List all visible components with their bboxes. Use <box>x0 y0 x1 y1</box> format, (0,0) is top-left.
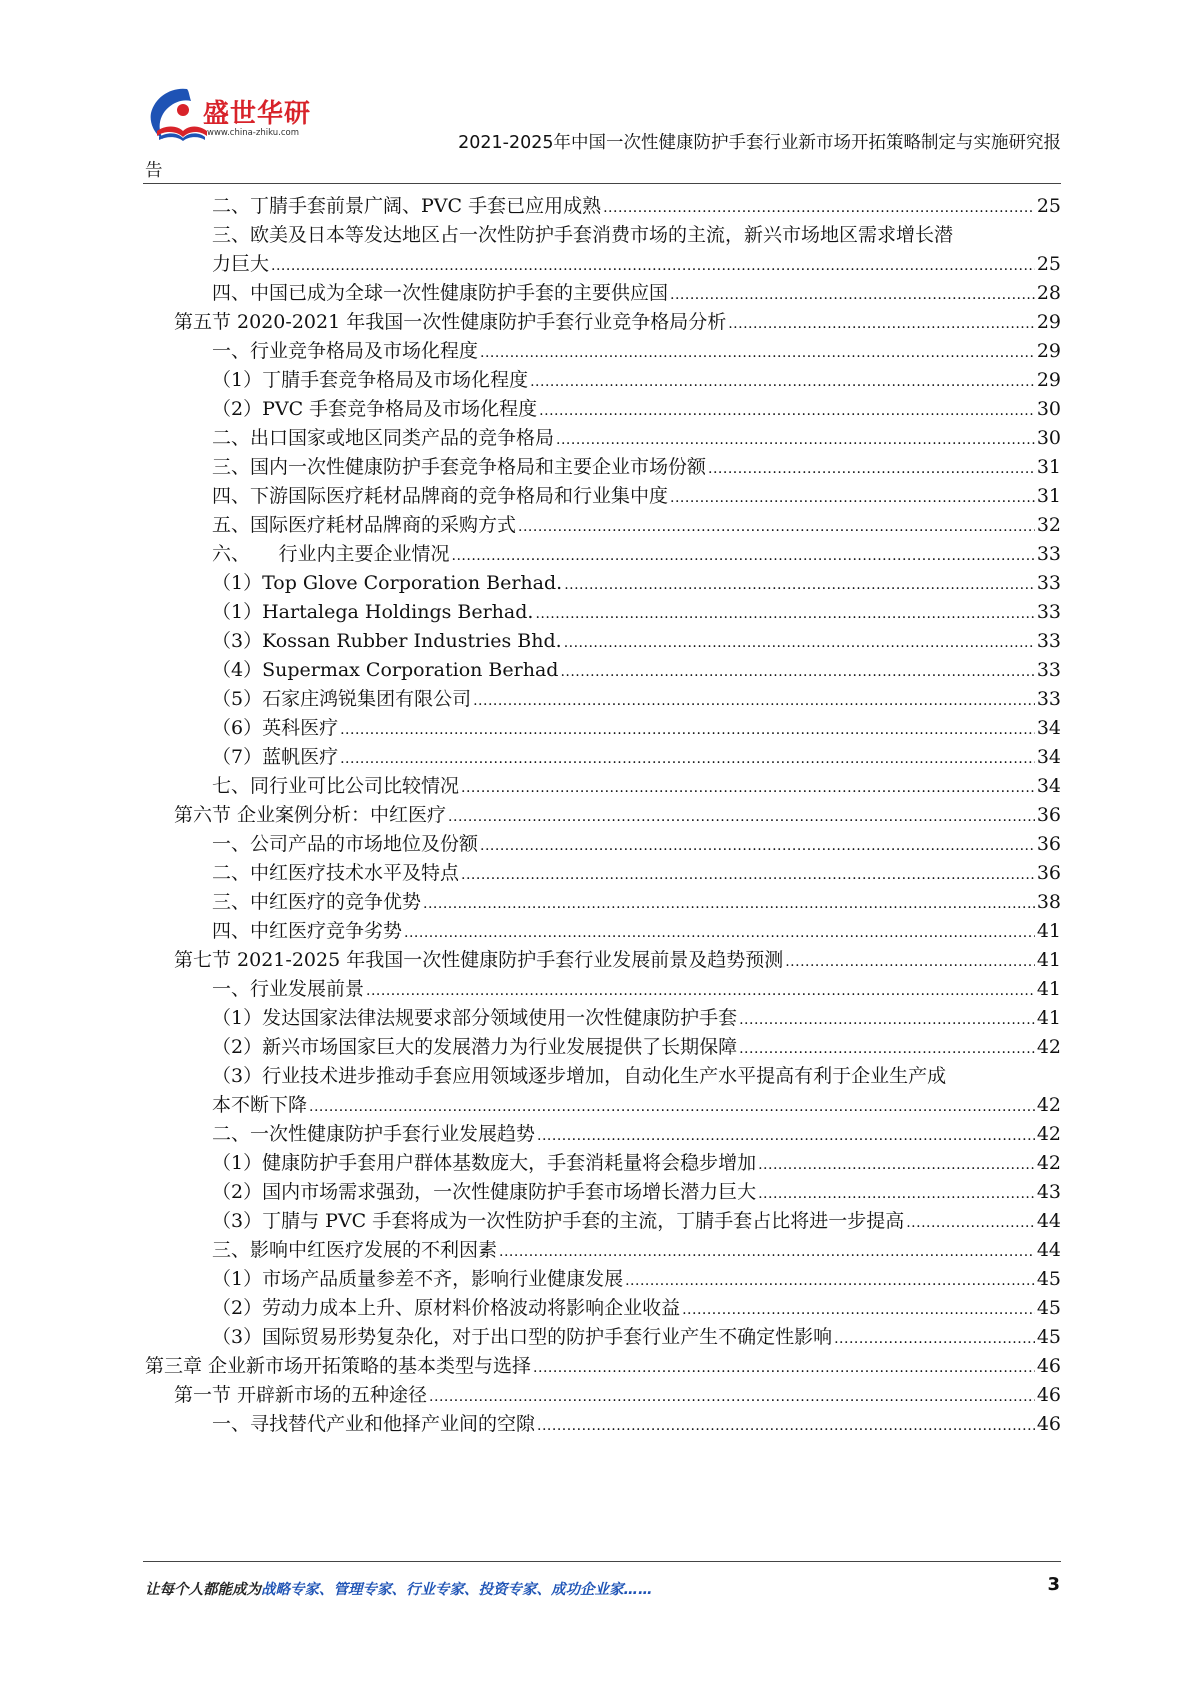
toc-entry[interactable] <box>212 394 1061 425</box>
toc-entry[interactable] <box>212 452 1061 483</box>
toc-entry-title: 二、中红医疗技术水平及特点 <box>212 862 460 884</box>
toc-entry[interactable] <box>212 539 1061 570</box>
toc-entry-page: 25 <box>1036 253 1061 275</box>
toc-entry[interactable] <box>212 1322 1061 1353</box>
toc-entry-page: 42 <box>1036 1152 1061 1174</box>
toc-entry-title: 第五节 2020-2021 年我国一次性健康防护手套行业竞争格局分析 <box>174 311 727 333</box>
toc-entry-title: 第一节 开辟新市场的五种途径 <box>174 1384 428 1406</box>
toc-entry-page: 41 <box>1036 1007 1061 1029</box>
toc-entry-title: 本不断下降 <box>212 1094 308 1116</box>
toc-entry-title: （1）市场产品质量参差不齐，影响行业健康发展 <box>212 1268 624 1290</box>
toc-entry[interactable] <box>212 365 1061 396</box>
toc-entry-page: 41 <box>1036 920 1061 942</box>
toc-entry-title: （1）健康防护手套用户群体基数庞大，手套消耗量将会稳步增加 <box>212 1152 757 1174</box>
toc-entry[interactable] <box>212 1409 1061 1440</box>
toc-entry-title: 三、欧美及日本等发达地区占一次性防护手套消费市场的主流，新兴市场地区需求增长潜 <box>212 224 954 246</box>
toc-entry[interactable] <box>212 974 1061 1005</box>
toc-entry[interactable] <box>212 713 1061 744</box>
toc-entry[interactable] <box>212 1293 1061 1324</box>
toc-entry-title: （3）行业技术进步推动手套应用领域逐步增加，自动化生产水平提高有利于企业生产成 <box>212 1065 947 1087</box>
toc-section[interactable] <box>174 307 1061 338</box>
toc-entry[interactable] <box>212 771 1061 802</box>
toc-entry-page: 44 <box>1036 1239 1061 1261</box>
toc-entry-title: 三、国内一次性健康防护手套竞争格局和主要企业市场份额 <box>212 456 707 478</box>
toc-entry-continuation[interactable] <box>212 249 1061 280</box>
toc-entry-title: （1）丁腈手套竞争格局及市场化程度 <box>212 369 529 391</box>
toc-entry-page: 30 <box>1036 427 1061 449</box>
toc-entry-title: 一、公司产品的市场地位及份额 <box>212 833 479 855</box>
toc-entry[interactable] <box>212 742 1061 773</box>
footer-slogan-prefix: 让每个人都能成为 <box>145 1582 261 1598</box>
footer-slogan-highlight: 战略专家、管理专家、行业专家、投资专家、成功企业家…… <box>261 1582 653 1598</box>
toc-entry[interactable] <box>212 1119 1061 1150</box>
toc-entry[interactable] <box>212 597 1061 628</box>
page-header <box>0 0 1191 185</box>
toc-entry-page: 43 <box>1036 1181 1061 1203</box>
toc-entry-title: （6）英科医疗 <box>212 717 339 739</box>
toc-entry-title: 七、同行业可比公司比较情况 <box>212 775 460 797</box>
toc-entry-page: 33 <box>1036 630 1061 652</box>
toc-entry-title: （1）Top Glove Corporation Berhad. <box>212 572 563 594</box>
toc-entry[interactable] <box>212 1148 1061 1179</box>
toc-entry-page: 36 <box>1036 804 1061 826</box>
toc-entry-page: 31 <box>1036 485 1061 507</box>
logo-wordmark: 盛世华研 <box>203 99 312 129</box>
toc-entry-page: 38 <box>1036 891 1061 913</box>
toc-entry-title: 第六节 企业案例分析：中红医疗 <box>174 804 447 826</box>
toc-entry-page: 29 <box>1036 311 1061 333</box>
toc-entry-continuation[interactable] <box>212 1090 1061 1121</box>
toc-entry-title: （3）国际贸易形势复杂化，对于出口型的防护手套行业产生不确定性影响 <box>212 1326 833 1348</box>
toc-entry[interactable] <box>212 278 1061 309</box>
toc-entry-page: 46 <box>1036 1355 1061 1377</box>
toc-entry[interactable] <box>212 1235 1061 1266</box>
page-number: 3 <box>1047 1574 1060 1595</box>
toc-entry[interactable] <box>212 1177 1061 1208</box>
toc-entry-title: （2）国内市场需求强劲，一次性健康防护手套市场增长潜力巨大 <box>212 1181 757 1203</box>
toc-entry-page: 45 <box>1036 1326 1061 1348</box>
toc-entry-page: 36 <box>1036 833 1061 855</box>
toc-entry-page: 33 <box>1036 659 1061 681</box>
toc-entry[interactable] <box>212 220 1061 251</box>
toc-entry-page: 45 <box>1036 1268 1061 1290</box>
toc-entry-title: 一、行业竞争格局及市场化程度 <box>212 340 479 362</box>
toc-entry-title: 四、中红医疗竞争劣势 <box>212 920 403 942</box>
toc-entry-title: 第七节 2021-2025 年我国一次性健康防护手套行业发展前景及趋势预测 <box>174 949 784 971</box>
toc-entry-title: （1）发达国家法律法规要求部分领域使用一次性健康防护手套 <box>212 1007 738 1029</box>
toc-entry-page: 34 <box>1036 746 1061 768</box>
toc-entry-title: 二、出口国家或地区同类产品的竞争格局 <box>212 427 555 449</box>
toc-section[interactable] <box>174 800 1061 831</box>
toc-entry-title: （3）丁腈与 PVC 手套将成为一次性防护手套的主流，丁腈手套占比将进一步提高 <box>212 1210 905 1232</box>
toc-section[interactable] <box>174 945 1061 976</box>
toc-entry[interactable] <box>212 336 1061 367</box>
toc-entry[interactable] <box>212 1264 1061 1295</box>
toc-entry-page: 28 <box>1036 282 1061 304</box>
document-title: 2021-2025年中国一次性健康防护手套行业新市场开拓策略制定与实施研究报 <box>458 133 1061 153</box>
toc-entry[interactable] <box>212 1032 1061 1063</box>
toc-entry[interactable] <box>212 858 1061 889</box>
toc-entry[interactable] <box>212 655 1061 686</box>
toc-entry-title: （2）劳动力成本上升、原材料价格波动将影响企业收益 <box>212 1297 681 1319</box>
document-title-continuation: 告 <box>145 161 163 181</box>
toc-entry-title: 三、中红医疗的竞争优势 <box>212 891 422 913</box>
toc-entry-title: （1）Hartalega Holdings Berhad. <box>212 601 534 623</box>
toc-entry[interactable] <box>212 916 1061 947</box>
toc-entry-title: 第三章 企业新市场开拓策略的基本类型与选择 <box>145 1355 532 1377</box>
toc-entry-title: 一、寻找替代产业和他择产业间的空隙 <box>212 1413 536 1435</box>
toc-entry-title: 三、影响中红医疗发展的不利因素 <box>212 1239 498 1261</box>
toc-entry[interactable] <box>212 1061 1061 1092</box>
logo-url: www.china-zhiku.com <box>207 128 299 138</box>
toc-entry-page: 33 <box>1036 688 1061 710</box>
toc-entry-page: 46 <box>1036 1413 1061 1435</box>
toc-entry-page: 42 <box>1036 1036 1061 1058</box>
toc-entry[interactable] <box>212 191 1061 222</box>
toc-entry-page: 44 <box>1036 1210 1061 1232</box>
toc-entry-page: 46 <box>1036 1384 1061 1406</box>
toc-entry-page: 33 <box>1036 601 1061 623</box>
toc-entry-title: （5）石家庄鸿锐集团有限公司 <box>212 688 472 710</box>
toc-entry-title: （2）新兴市场国家巨大的发展潜力为行业发展提供了长期保障 <box>212 1036 738 1058</box>
footer-divider <box>143 1561 1061 1562</box>
toc-entry-page: 45 <box>1036 1297 1061 1319</box>
toc-entry-title: （7）蓝帆医疗 <box>212 746 339 768</box>
toc-entry-page: 34 <box>1036 775 1061 797</box>
toc-entry[interactable] <box>212 829 1061 860</box>
toc-entry[interactable] <box>212 568 1061 599</box>
toc-entry-title: 六、 行业内主要企业情况 <box>212 543 450 565</box>
toc-entry-page: 34 <box>1036 717 1061 739</box>
toc-entry-title: 四、中国已成为全球一次性健康防护手套的主要供应国 <box>212 282 669 304</box>
toc-leader-dots <box>537 1411 1035 1442</box>
toc-entry-page: 33 <box>1036 543 1061 565</box>
toc-entry-page: 42 <box>1036 1094 1061 1116</box>
toc-entry-title: 力巨大 <box>212 253 270 275</box>
toc-entry-title: 二、丁腈手套前景广阔、PVC 手套已应用成熟 <box>212 195 602 217</box>
toc-entry-page: 36 <box>1036 862 1061 884</box>
toc-section[interactable] <box>174 1380 1061 1411</box>
footer-slogan <box>145 1578 653 1599</box>
toc-entry-page: 41 <box>1036 949 1061 971</box>
header-divider <box>143 183 1061 184</box>
toc-entry-page: 29 <box>1036 369 1061 391</box>
toc-entry[interactable] <box>212 1206 1061 1237</box>
toc-entry-title: （3）Kossan Rubber Industries Bhd. <box>212 630 562 652</box>
toc-entry[interactable] <box>212 1003 1061 1034</box>
toc-entry-page: 41 <box>1036 978 1061 1000</box>
toc-entry-page: 32 <box>1036 514 1061 536</box>
toc-entry-title: 一、行业发展前景 <box>212 978 365 1000</box>
toc-entry[interactable] <box>212 423 1061 454</box>
toc-entry[interactable] <box>212 510 1061 541</box>
toc-entry-page: 33 <box>1036 572 1061 594</box>
toc-entry-title: （2）PVC 手套竞争格局及市场化程度 <box>212 398 538 420</box>
toc-entry[interactable] <box>212 887 1061 918</box>
toc-entry-title: （4）Supermax Corporation Berhad <box>212 659 559 681</box>
toc-entry-page: 31 <box>1036 456 1061 478</box>
toc-entry[interactable] <box>212 481 1061 512</box>
toc-entry-page: 29 <box>1036 340 1061 362</box>
toc-entry-page: 42 <box>1036 1123 1061 1145</box>
toc-entry[interactable] <box>212 626 1061 657</box>
toc-entry-title: 二、一次性健康防护手套行业发展趋势 <box>212 1123 536 1145</box>
toc-entry-title: 四、下游国际医疗耗材品牌商的竞争格局和行业集中度 <box>212 485 669 507</box>
toc-entry-page: 30 <box>1036 398 1061 420</box>
toc-entry-page: 25 <box>1036 195 1061 217</box>
toc-entry-title: 五、国际医疗耗材品牌商的采购方式 <box>212 514 517 536</box>
toc-chapter[interactable] <box>145 1351 1061 1382</box>
toc-entry[interactable] <box>212 684 1061 715</box>
